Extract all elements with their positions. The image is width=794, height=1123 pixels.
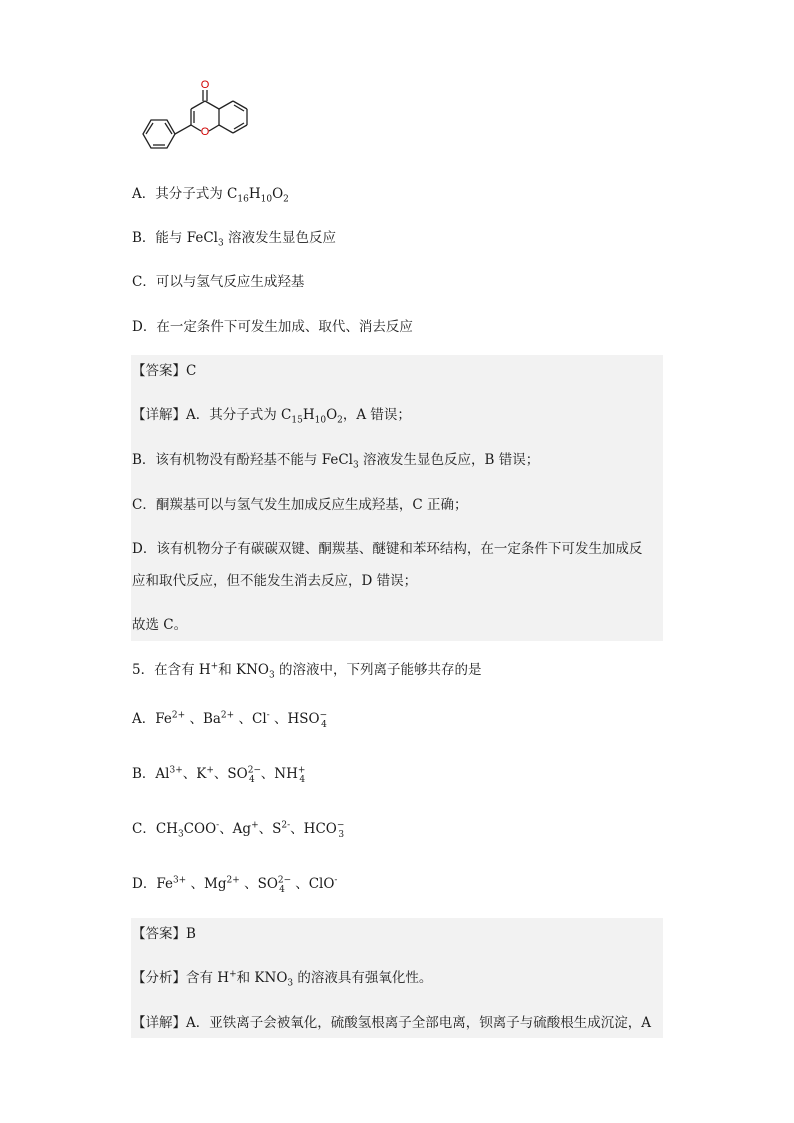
q4-detail-b: B．该有机物没有酚羟基不能与 FeCl$_3$ 溶液发生显色反应，B 错误； (132, 452, 540, 471)
flavone-structure (135, 78, 275, 158)
q4-detail-c: C．酮羰基可以与氢气发生加成反应生成羟基，C 正确； (132, 497, 468, 513)
q5-option-c: C．$CH_3COO^-$、Ag+、$S^{2-}$、$HCO^-_3$ (132, 820, 345, 840)
q4-conclusion: 故选 C。 (132, 617, 188, 633)
q4-detail-a: 【详解】A．其分子式为 $C_{15}H_{10}O_2$，A 错误； (132, 407, 411, 426)
q5-option-a: A．$Fe^{2+}$ 、$Ba^{2+}$ 、Cl- 、$HSO^-_4$ (132, 710, 328, 730)
q4-option-c: C．可以与氢气反应生成羟基 (132, 274, 305, 290)
q4-option-d: D．在一定条件下可发生加成、取代、消去反应 (132, 319, 413, 335)
q4-answer: 【答案】C (132, 363, 197, 379)
q5-option-b: B．$Al^{3+}$、K+、$SO^{2-}_4$ 、$NH^+_4$ (132, 765, 306, 785)
q5-stem: 5．在含有 H+和 $KNO_3$ 的溶液中，下列离子能够共存的是 (132, 661, 482, 681)
carbonyl-oxygen-label: O (200, 79, 210, 91)
q4-detail-d-line2: 应和取代反应，但不能发生消去反应，D 错误； (132, 573, 418, 589)
q4-option-a: A．其分子式为 $C_{16}H_{10}O_2$ (132, 186, 289, 205)
q4-detail-d-line1: D．该有机物分子有碳碳双键、酮羰基、醚键和苯环结构，在一定条件下可发生加成反 (132, 541, 643, 557)
q5-analysis: 【分析】含有 H+和 $KNO_3$ 的溶液具有强氧化性。 (132, 969, 433, 989)
q5-option-d: D．$Fe^{3+}$ 、$Mg^{2+}$ 、$SO^{2-}_4$ 、ClO- (132, 875, 338, 895)
q4-option-b: B．能与 FeCl$_3$ 溶液发生显色反应 (132, 230, 337, 249)
q5-detail-a: 【详解】A．亚铁离子会被氧化，硫酸氢根离子全部电离，钡离子与硫酸根生成沉淀，A (132, 1015, 651, 1031)
ring-oxygen-label: O (200, 126, 210, 138)
q5-answer: 【答案】B (132, 926, 196, 942)
